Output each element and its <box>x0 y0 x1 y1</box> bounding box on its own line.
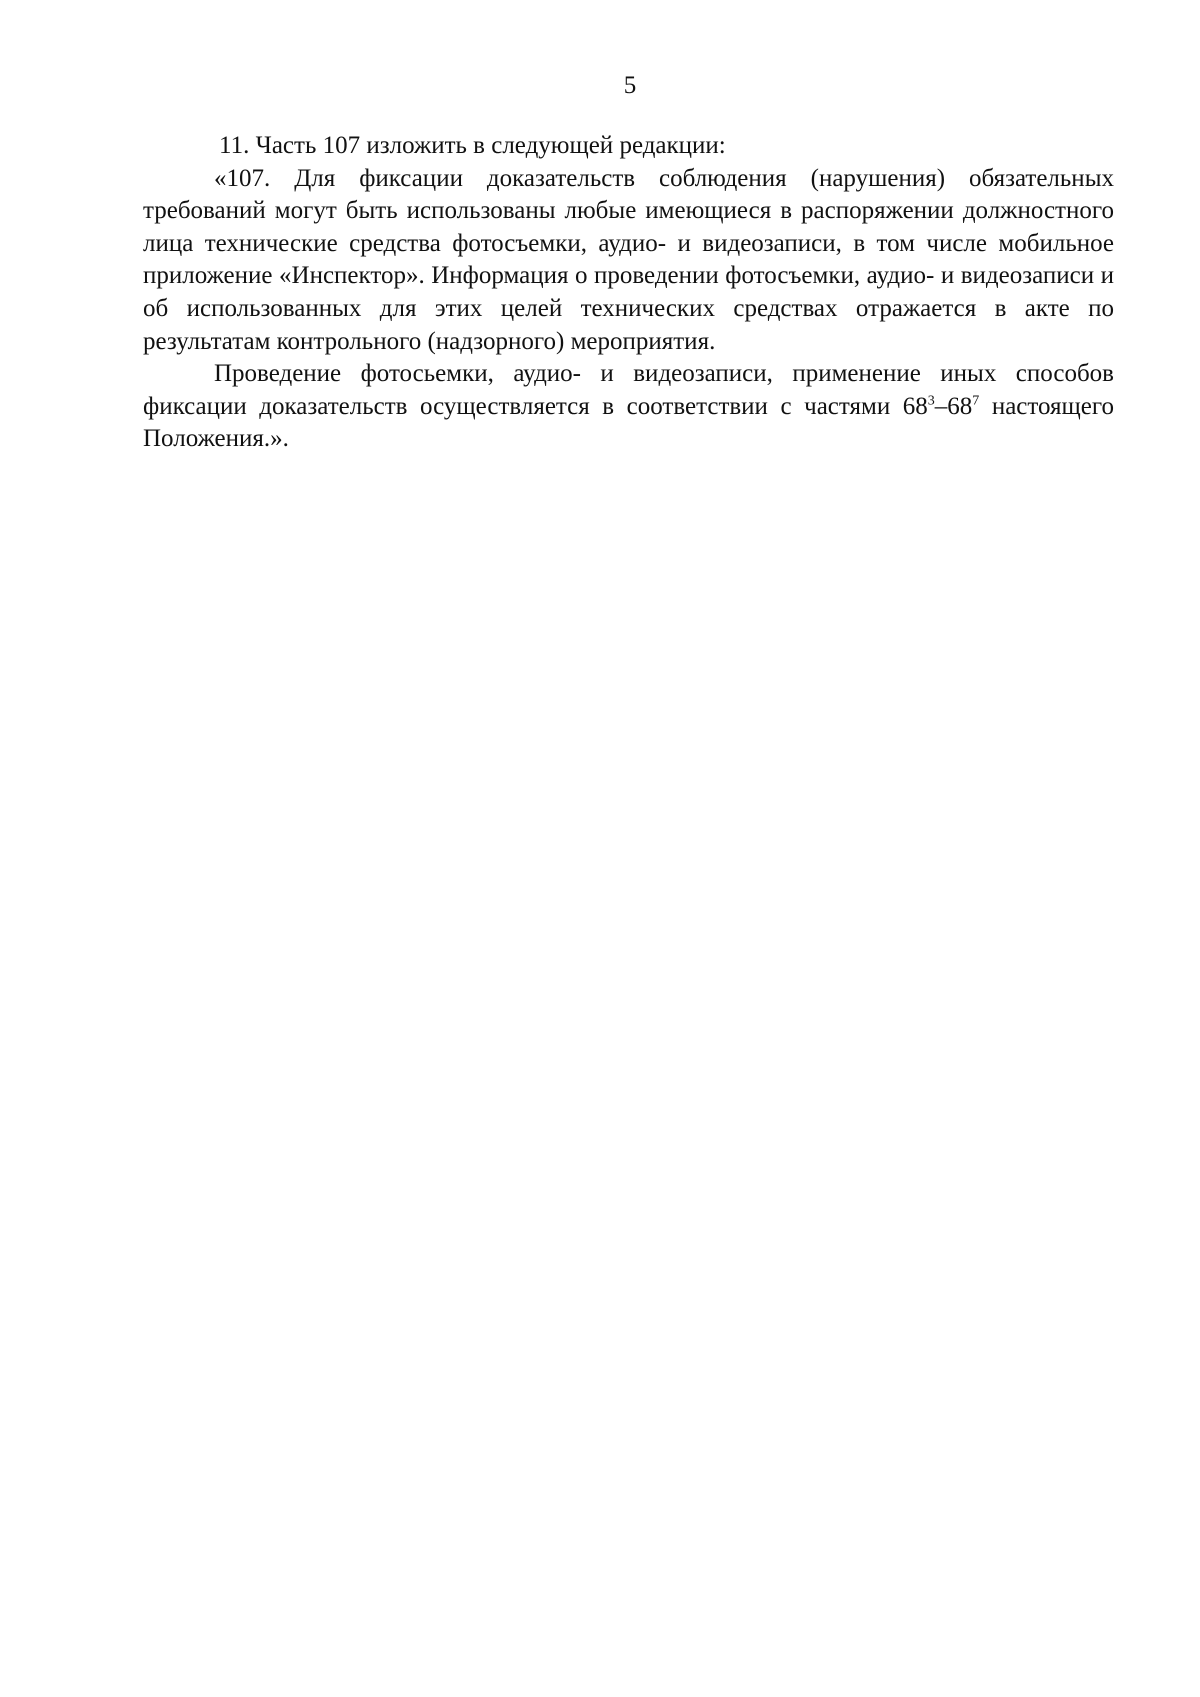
paragraph-2-text: Проведение фотосьемки, аудио- и видеозаписи, применение иных способов фиксации доказательств осуществляется в соответствии с частями <box>143 360 1114 420</box>
item-11-heading: 11. Часть 107 изложить в следующей редакции: <box>219 132 726 159</box>
page-number: 5 <box>623 72 637 99</box>
item-107-paragraph-2 <box>143 358 1114 456</box>
ref-to-number: 68 <box>947 392 973 420</box>
item-107-paragraph-1: «107. Для фиксации доказательств соблюдения (нарушения) обязательных требований могут быть использованы любые имеющиеся в распоряжении должностного лица технические средства фотосъемки, аудио- и видеозаписи, в том числе мобильное приложение «Инспектор». Информация о проведении фотосъемки, аудио- и видеозаписи и об использованных для этих целей технических средствах отражается в акте по результатам контрольного (надзорного) мероприятия. <box>143 164 1114 355</box>
ref-from-superscript: 3 <box>927 393 935 409</box>
ref-dash: – <box>934 392 948 420</box>
document-body <box>143 130 1114 456</box>
ref-to-superscript: 7 <box>972 393 980 409</box>
ref-from-number: 68 <box>902 392 928 420</box>
paragraph-2-end: настоящего Положения.». <box>143 392 1114 453</box>
